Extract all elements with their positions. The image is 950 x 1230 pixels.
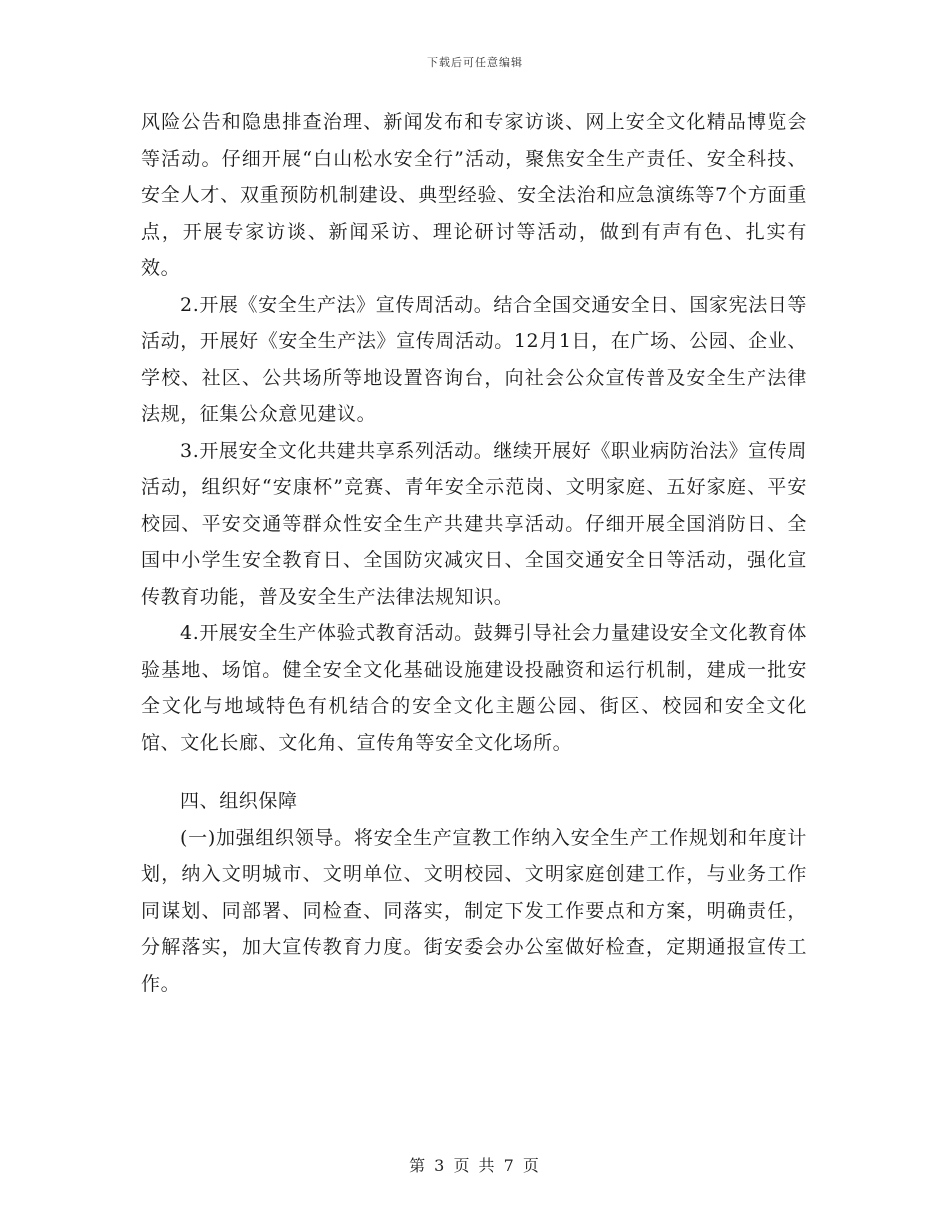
document-body xyxy=(141,104,807,1002)
paragraph-organization: (一)加强组织领导。将安全生产宣教工作纳入安全生产工作规划和年度计划，纳入文明城市、文明单位、文明校园、文明家庭创建工作，与业务工作同谋划、同部署、同检查、同落实，制定下发工作要点和方案，明确责任，分解落实，加大宣传教育力度。街安委会办公室做好检查，定期通报宣传工作。 xyxy=(141,826,807,995)
page-footer: 第 3 页 共 7 页 xyxy=(409,1156,541,1175)
paragraph-item-2: 2.开展《安全生产法》宣传周活动。结合全国交通安全日、国家宪法日等活动，开展好《安全生产法》宣传周活动。12月1日，在广场、公园、企业、学校、社区、公共场所等地设置咨询台，向社会公众宣传普及安全生产法律法规，征集公众意见建议。 xyxy=(141,293,807,425)
section-heading: 四、组织保障 xyxy=(180,790,298,812)
paragraph-item-4: 4.开展安全生产体验式教育活动。鼓舞引导社会力量建设安全文化教育体验基地、场馆。健全安全文化基础设施建设投融资和运行机制，建成一批安全文化与地域特色有机结合的安全文化主题公园、街区、校园和安全文化馆、文化长廊、文化角、宣传角等安全文化场所。 xyxy=(141,622,807,754)
section-gap xyxy=(141,761,807,783)
paragraph-item-3: 3.开展安全文化共建共享系列活动。继续开展好《职业病防治法》宣传周活动，组织好“安康杯”竞赛、青年安全示范岗、文明家庭、五好家庭、平安校园、平安交通等群众性安全生产共建共享活动。仔细开展全国消防日、全国中小学生安全教育日、全国防灾减灾日、全国交通安全日等活动，强化宣传教育功能，普及安全生产法律法规知识。 xyxy=(141,439,807,608)
page-header: 下载后可任意编辑 xyxy=(427,56,523,69)
paragraph-continuation: 风险公告和隐患排查治理、新闻发布和专家访谈、网上安全文化精品博览会等活动。仔细开展“白山松水安全行”活动，聚焦安全生产责任、安全科技、安全人才、双重预防机制建设、典型经验、安全法治和应急演练等7个方面重点，开展专家访谈、新闻采访、理论研讨等活动，做到有声有色、扎实有效。 xyxy=(141,111,807,279)
